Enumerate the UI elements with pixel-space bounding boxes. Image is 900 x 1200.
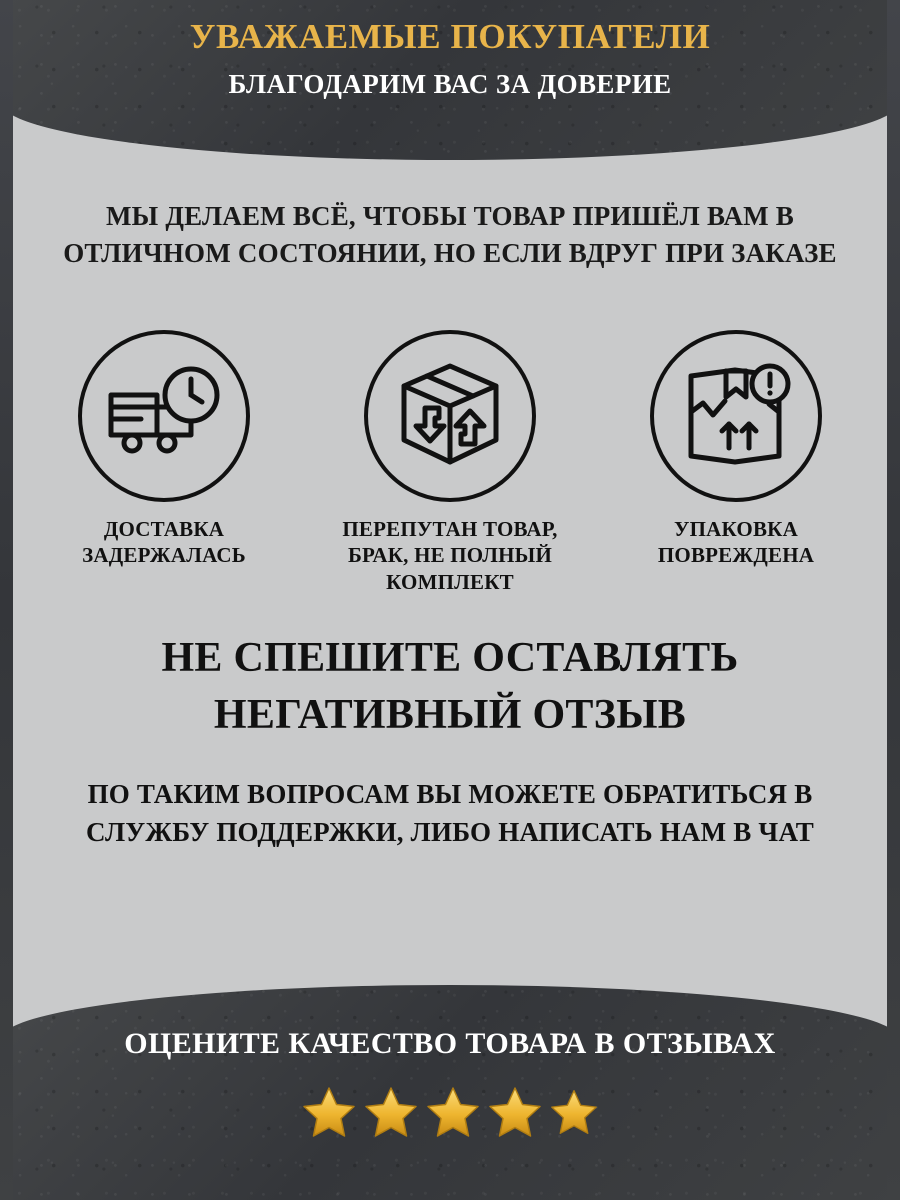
issue-label: ПЕРЕПУТАН ТОВАР, БРАК, НЕ ПОЛНЫЙ КОМПЛЕКТ xyxy=(342,517,558,594)
support-text: ПО ТАКИМ ВОПРОСАМ ВЫ МОЖЕТЕ ОБРАТИТЬСЯ В СЛУЖБУ ПОДДЕРЖКИ, ЛИБО НАПИСАТЬ НАМ В ЧАТ xyxy=(86,779,814,848)
issue-item-damaged-package xyxy=(602,330,870,569)
footer-title: ОЦЕНИТЕ КАЧЕСТВО ТОВАРА В ОТЗЫВАХ xyxy=(124,1027,776,1060)
header xyxy=(0,18,900,100)
issue-icon-row xyxy=(30,330,870,595)
right-edge-rail xyxy=(887,0,900,1200)
box-return-arrow-icon xyxy=(364,330,536,502)
star-icon[interactable] xyxy=(487,1085,543,1139)
issue-label: УПАКОВКА ПОВРЕЖДЕНА xyxy=(657,517,815,568)
issue-item-delivery-delayed xyxy=(30,330,298,569)
issue-item-wrong-item xyxy=(316,330,584,595)
header-subtitle: БЛАГОДАРИМ ВАС ЗА ДОВЕРИЕ xyxy=(228,68,672,99)
star-icon[interactable] xyxy=(549,1088,599,1136)
intro-text: МЫ ДЕЛАЕМ ВСЁ, ЧТОБЫ ТОВАР ПРИШЁЛ ВАМ В ОТЛИЧНОМ СОСТОЯНИИ, НО ЕСЛИ ВДРУГ ПРИ ЗАКАЗЕ xyxy=(63,201,837,269)
delivery-truck-clock-icon xyxy=(78,330,250,502)
star-icon[interactable] xyxy=(301,1085,357,1139)
star-rating[interactable] xyxy=(0,1085,900,1139)
damaged-package-icon xyxy=(650,330,822,502)
footer xyxy=(0,1025,900,1139)
star-icon[interactable] xyxy=(425,1085,481,1139)
star-icon[interactable] xyxy=(363,1085,419,1139)
left-edge-rail xyxy=(0,0,13,1200)
issue-label: ДОСТАВКА ЗАДЕРЖАЛАСЬ xyxy=(82,517,246,568)
header-title: УВАЖАЕМЫЕ ПОКУПАТЕЛИ xyxy=(189,17,711,56)
headline-text: НЕ СПЕШИТЕ ОСТАВЛЯТЬ НЕГАТИВНЫЙ ОТЗЫВ xyxy=(161,635,739,738)
